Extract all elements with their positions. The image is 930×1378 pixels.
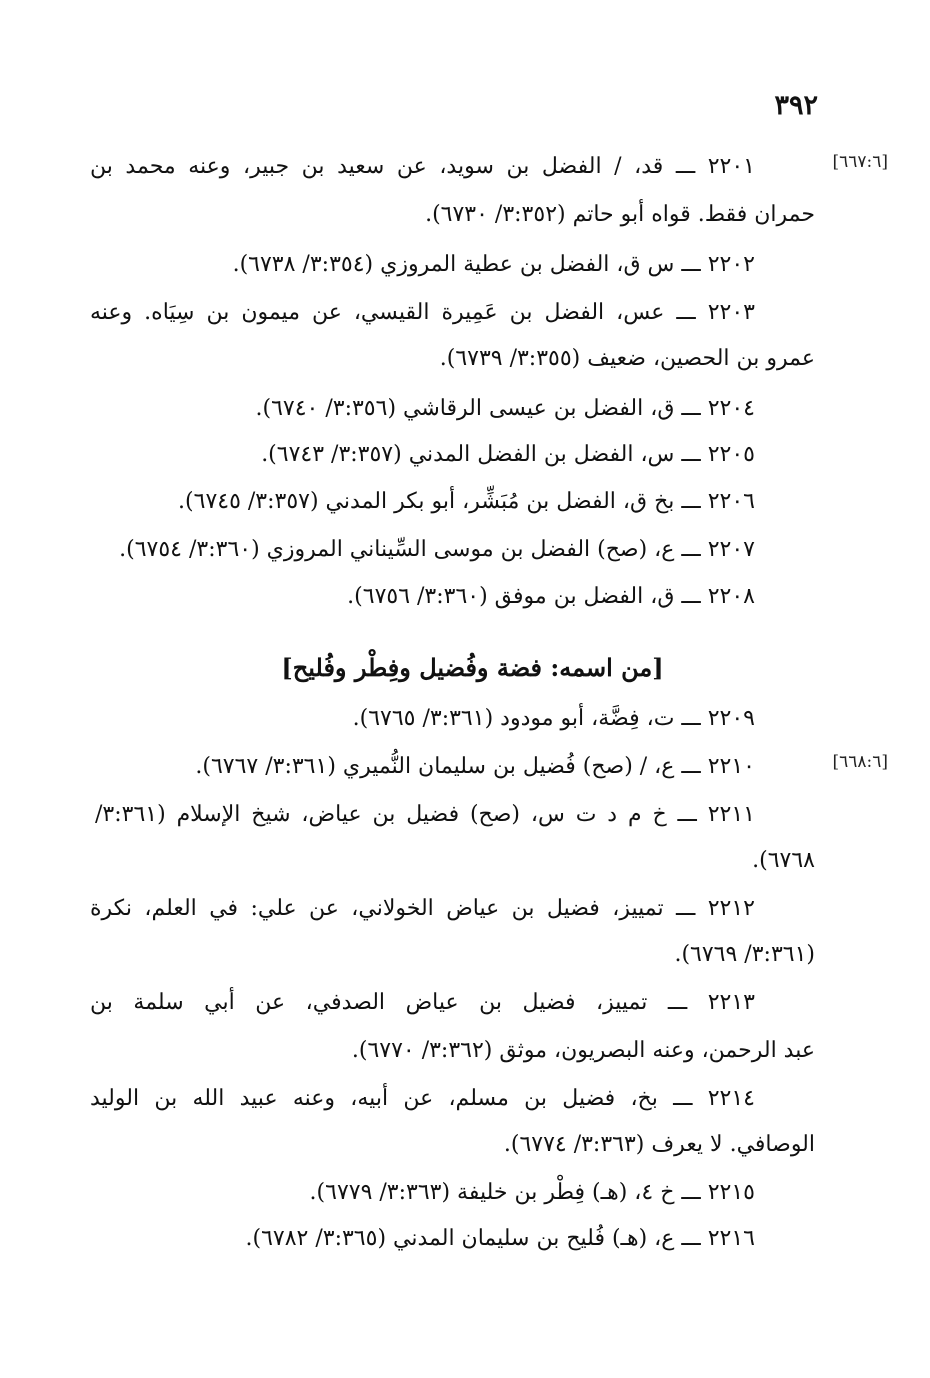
entry-line: ٢٢١٢ ـــ تمييز، فضيل بن عياض الخولاني، عن علي: في العلم، نكرة [90,896,755,921]
entry-line: ٢٢١٣ ـــ تمييز، فضيل بن عياض الصدفي، عن أبي سلمة بن [90,990,755,1015]
entry-line: ٢٢٠٨ ـــ ق، الفضل بن موفق (٣:٣٦٠/ ٦٧٥٦). [347,584,755,609]
entry-line: ٢٢٠٥ ـــ س، الفضل بن الفضل المدني (٣:٣٥٧/ ٦٧٤٣). [261,442,755,467]
page-number: ٣٩٢ [774,90,818,121]
entry-line: ٢٢٠٢ ـــ س ق، الفضل بن عطية المروزي (٣:٣٥٤/ ٦٧٣٨). [232,252,755,277]
entry-line: الوصافي. لا يعرف (٣:٣٦٣/ ٦٧٧٤). [503,1132,815,1157]
entry-line: ٢٢٠٣ ـــ عس، الفضل بن عَمِيرة القيسي، عن ميمون بن سِيَاه. وعنه [90,300,755,325]
entry-line: ٢٢١٤ ـــ بخ، فضيل بن مسلم، عن أبيه، وعنه عبيد الله بن الوليد [90,1086,755,1111]
margin-reference: [٦٦٨:٦] [832,752,888,772]
entry-line: ٢٢١٦ ـــ ع، (هـ) فُليح بن سليمان المدني (٣:٣٦٥/ ٦٧٨٢). [245,1226,755,1251]
entry-line: ٢٢٠٧ ـــ ع، (صح) الفضل بن موسى السِّيناني المروزي (٣:٣٦٠/ ٦٧٥٤). [119,537,755,562]
entry-line: عمرو بن الحصين، ضعيف (٣:٣٥٥/ ٦٧٣٩). [439,346,815,371]
entry-line: ٢٢٠١ ـــ قد، / الفضل بن سويد، عن سعيد بن جبير، وعنه محمد بن [90,154,755,179]
entry-line: (٣:٣٦١/ ٦٧٦٩). [674,942,815,967]
entry-line: ٢٢٠٩ ـــ ت، فِضَّة، أبو مودود (٣:٣٦١/ ٦٧٦٥). [352,706,755,731]
entry-line: حمران فقط. قواه أبو حاتم (٣:٣٥٢/ ٦٧٣٠). [425,202,815,227]
section-heading: [من اسمه: فضة وفُضيل وفِطْر وفُليح] [281,653,664,682]
entry-line: ٢٢٠٤ ـــ ق، الفضل بن عيسى الرقاشي (٣:٣٥٦/ ٦٧٤٠). [255,396,755,421]
entry-line: ٢٢٠٦ ـــ بخ ق، الفضل بن مُبَشِّر، أبو بكر المدني (٣:٣٥٧/ ٦٧٤٥). [178,489,755,514]
entry-line: ٦٧٦٨). [752,848,815,873]
entry-line: ٢٢١١ ـــ خ م د ت س، (صح) فضيل بن عياض، شيخ الإسلام (٣:٣٦١/ [95,802,755,827]
entry-line: ٢٢١٠ ـــ ع، / (صح) فُضيل بن سليمان النُّميري (٣:٣٦١/ ٦٧٦٧). [195,754,755,779]
entry-line: ٢٢١٥ ـــ خ ٤، (هـ) فِطْر بن خليفة (٣:٣٦٣/ ٦٧٧٩). [309,1180,755,1205]
entry-line: عبد الرحمن، وعنه البصريون، موثق (٣:٣٦٢/ ٦٧٧٠). [351,1038,815,1063]
margin-reference: [٦٦٧:٦] [832,152,888,172]
